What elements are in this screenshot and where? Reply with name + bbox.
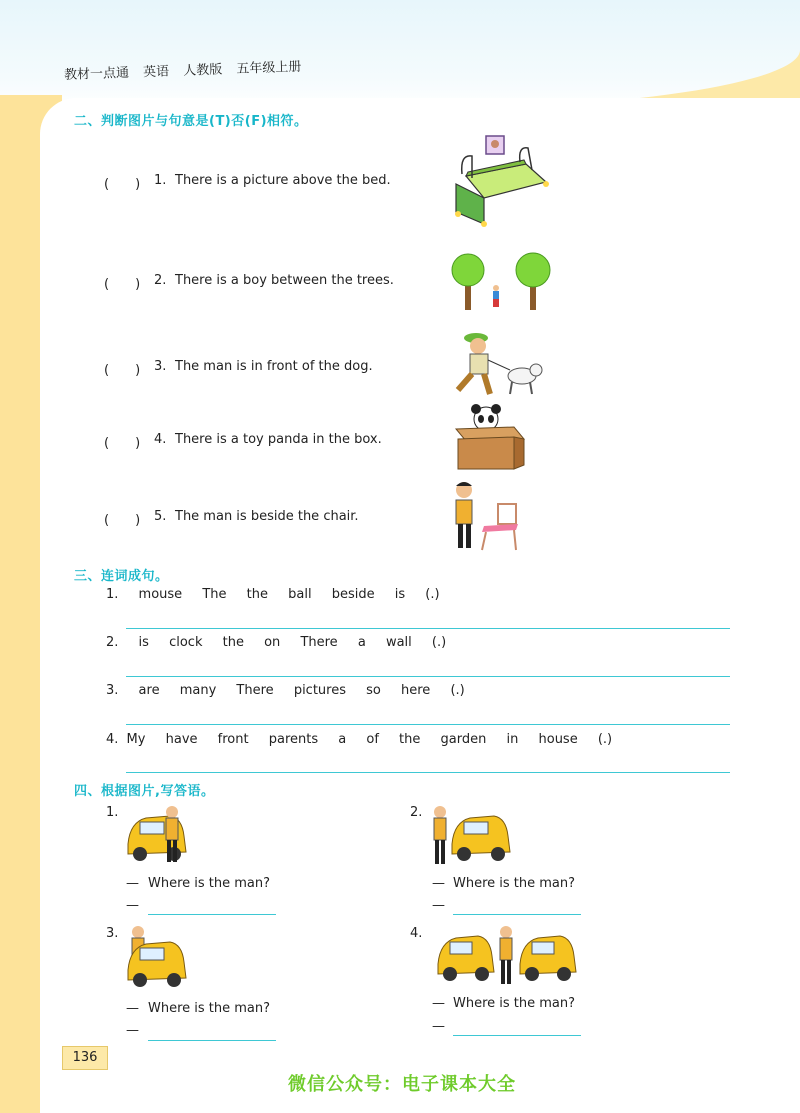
word: front [217,732,249,747]
word: There [300,635,338,650]
page-number: 136 [62,1046,108,1070]
word: of [366,732,379,747]
dash: — [126,876,139,891]
header-grade: 五年级上册 [236,59,302,77]
item-number: 5. [154,509,167,524]
dash: — [432,876,445,891]
word: a [338,732,347,747]
word: wall [385,635,412,650]
word: beside [331,587,375,602]
section-3-title: 三、连词成句。 [74,569,169,584]
word: a [357,635,366,650]
word: (.) [597,732,613,747]
header-edition: 人教版 [183,62,223,79]
word: house [538,732,578,747]
word: (.) [450,683,465,698]
word: parents [268,732,319,747]
man-with-dog-illustration [450,330,545,402]
word: garden [440,732,487,747]
word: the [222,635,244,650]
answer-line[interactable] [126,772,730,773]
man-beside-chair-illustration [448,478,523,553]
top-band [0,0,800,110]
answer-line[interactable] [148,1040,276,1041]
answer-line[interactable] [453,914,581,915]
word: the [246,587,268,602]
dash: — [126,1023,139,1038]
panda-in-box-illustration [452,405,527,471]
word: There [236,683,274,698]
answer-line[interactable] [453,1035,581,1036]
word: here [401,683,431,698]
item-sentence: The man is beside the chair. [175,509,359,524]
scrambled-words-row [106,732,628,747]
scrambled-words-row [106,587,456,602]
dash: — [432,898,445,913]
answer-line[interactable] [126,676,730,677]
answer-line[interactable] [126,724,730,725]
scrambled-words-row [106,635,462,650]
item-number: 4. [410,926,423,941]
bed-with-picture-illustration [448,134,548,229]
scrambled-words-row [106,683,481,698]
item-sentence: There is a picture above the bed. [175,173,391,188]
item-number: 4. [154,432,167,447]
header-book: 教材一点通 [63,65,130,83]
word: in [506,732,519,747]
item-number: 3. [106,926,119,941]
item-sentence: There is a boy between the trees. [175,273,394,288]
word: is [394,587,406,602]
dash: — [126,898,139,913]
section-2-title: 二、判断图片与句意是(T)否(F)相符。 [74,114,308,129]
word: on [264,635,281,650]
answer-paren[interactable]: ( ) [104,177,141,192]
word: clock [169,635,203,650]
word: many [179,683,217,698]
dash: — [432,1019,445,1034]
question-text: Where is the man? [148,876,271,891]
item-number: 1. [106,805,119,820]
word: The [202,587,227,602]
answer-paren[interactable]: ( ) [104,363,141,378]
item-number: 2. [106,635,119,650]
man-beside-car-illustration [126,806,196,866]
item-number: 1. [154,173,167,188]
item-sentence: There is a toy panda in the box. [175,432,382,447]
word: (.) [425,587,440,602]
answer-paren[interactable]: ( ) [104,436,141,451]
dash: — [126,1001,139,1016]
word: (.) [431,635,447,650]
word: ball [288,587,312,602]
word: the [399,732,421,747]
man-behind-car-illustration [126,926,196,992]
answer-paren[interactable]: ( ) [104,277,141,292]
word: mouse [138,587,183,602]
item-number: 3. [154,359,167,374]
word: are [138,683,160,698]
item-number: 4. [106,732,119,747]
item-number: 2. [154,273,167,288]
dash: — [432,996,445,1011]
item-number: 1. [106,587,119,602]
question-text: Where is the man? [148,1001,271,1016]
header-subject: 英语 [142,64,170,81]
item-sentence: The man is in front of the dog. [175,359,373,374]
answer-line[interactable] [126,628,730,629]
item-number: 3. [106,683,119,698]
word: pictures [293,683,346,698]
word: so [366,683,381,698]
boy-between-trees-illustration [450,250,555,312]
answer-paren[interactable]: ( ) [104,513,141,528]
word: My [126,732,146,747]
question-text: Where is the man? [453,876,576,891]
word: is [138,635,149,650]
man-between-cars-illustration [436,926,581,988]
question-text: Where is the man? [453,996,576,1011]
item-number: 2. [410,805,423,820]
man-beside-car-illustration [430,806,515,868]
answer-line[interactable] [148,914,276,915]
word: have [165,732,198,747]
footer-watermark: 微信公众号：电子课本大全 [288,1074,516,1095]
section-4-title: 四、根据图片,写答语。 [74,784,215,799]
